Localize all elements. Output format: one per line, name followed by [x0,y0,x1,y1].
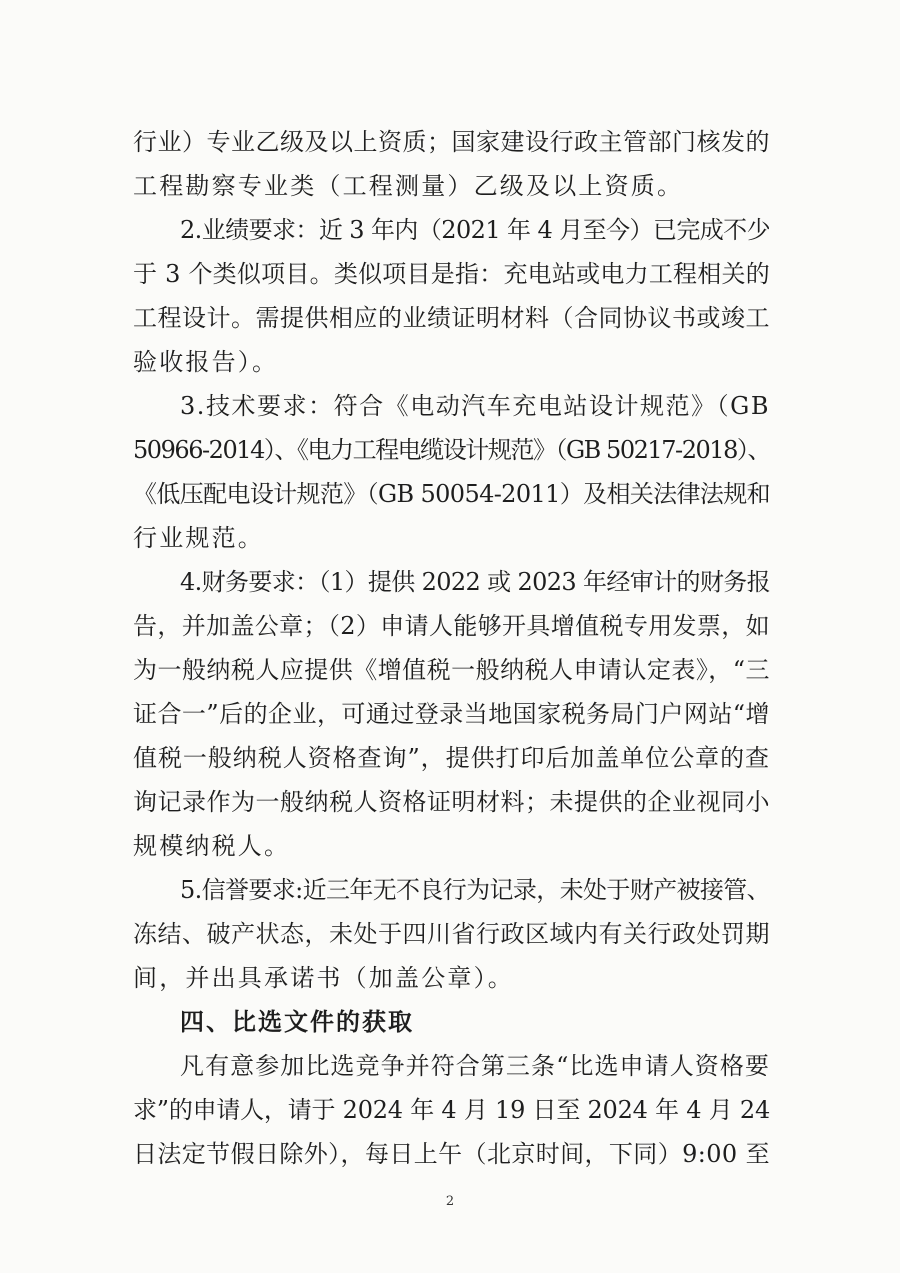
text-line: 3.技术要求：符合《电动汽车充电站设计规范》（GB [180,392,770,420]
text-line: 2.业绩要求：近 3 年内（2021 年 4 月至今）已完成不少 [180,216,770,244]
text-line: 询记录作为一般纳税人资格证明材料；未提供的企业视同小 [133,788,770,816]
page-number: 2 [445,1194,455,1209]
text-line: 4.财务要求：（1）提供 2022 或 2023 年经审计的财务报 [180,568,770,596]
text-line: 验收报告）。 [133,348,279,376]
text-line: 值税一般纳税人资格查询”，提供打印后加盖单位公章的查 [133,744,770,772]
section-heading: 四、比选文件的获取 [180,1008,414,1036]
text-line: 日法定节假日除外），每日上午（北京时间，下同）9:00 至 [133,1140,770,1168]
text-line: 告，并加盖公章；（2）申请人能够开具增值税专用发票，如 [133,612,770,640]
text-line: 工程勘察专业类（工程测量）乙级及以上资质。 [133,172,684,200]
text-line: 《低压配电设计规范》（GB 50054-2011）及相关法律法规和 [133,480,770,508]
text-line: 求”的申请人，请于 2024 年 4 月 19 日至 2024 年 4 月 24 [133,1096,770,1124]
text-line: 间，并出具承诺书（加盖公章）。 [133,964,514,992]
text-line: 行业）专业乙级及以上资质；国家建设行政主管部门核发的 [133,128,770,156]
text-line: 行业规范。 [133,524,264,552]
text-line: 冻结、破产状态，未处于四川省行政区域内有关行政处罚期 [133,920,770,948]
text-line: 于 3 个类似项目。类似项目是指：充电站或电力工程相关的 [133,260,770,288]
text-line: 5.信誉要求:近三年无不良行为记录，未处于财产被接管、 [180,876,770,904]
text-line: 规模纳税人。 [133,832,291,860]
text-line: 凡有意参加比选竞争并符合第三条“比选申请人资格要 [180,1052,770,1080]
text-line: 证合一”后的企业，可通过登录当地国家税务局门户网站“增 [133,700,770,728]
text-line: 为一般纳税人应提供《增值税一般纳税人申请认定表》，“三 [133,656,770,684]
text-line: 工程设计。需提供相应的业绩证明材料（合同协议书或竣工 [133,304,770,332]
text-line: 50966-2014）、《电力工程电缆设计规范》（GB 50217-2018）、 [133,436,770,464]
